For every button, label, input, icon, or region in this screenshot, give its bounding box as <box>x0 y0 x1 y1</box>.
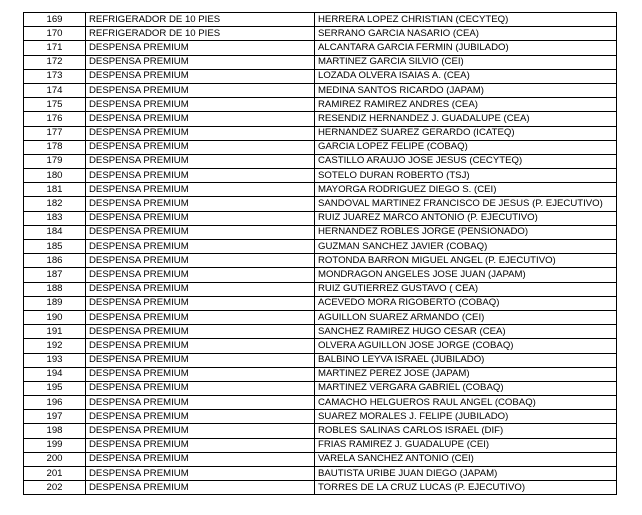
prize-cell: DESPENSA PREMIUM <box>86 112 315 126</box>
table-row <box>24 225 617 239</box>
prize-cell: DESPENSA PREMIUM <box>86 55 315 69</box>
row-number: 170 <box>24 27 86 41</box>
table-row <box>24 69 617 83</box>
winner-cell: ROBLES SALINAS CARLOS ISRAEL (DIF) <box>315 424 617 438</box>
prize-cell: REFRIGERADOR DE 10 PIES <box>86 27 315 41</box>
row-number: 200 <box>24 452 86 466</box>
prize-cell: DESPENSA PREMIUM <box>86 69 315 83</box>
table-row <box>24 339 617 353</box>
row-number: 183 <box>24 211 86 225</box>
prize-cell: DESPENSA PREMIUM <box>86 154 315 168</box>
row-number: 192 <box>24 339 86 353</box>
winner-cell: HERNANDEZ SUAREZ GERARDO (ICATEQ) <box>315 126 617 140</box>
table-row <box>24 154 617 168</box>
prize-cell: DESPENSA PREMIUM <box>86 424 315 438</box>
table-row <box>24 481 617 495</box>
row-number: 171 <box>24 41 86 55</box>
table-row <box>24 112 617 126</box>
winner-cell: MAYORGA RODRIGUEZ DIEGO S. (CEI) <box>315 183 617 197</box>
winner-cell: CASTILLO ARAUJO JOSE JESUS (CECYTEQ) <box>315 154 617 168</box>
prize-cell: DESPENSA PREMIUM <box>86 183 315 197</box>
row-number: 188 <box>24 282 86 296</box>
table-row <box>24 396 617 410</box>
winner-cell: MEDINA SANTOS RICARDO (JAPAM) <box>315 83 617 97</box>
winner-cell: BALBINO LEYVA ISRAEL (JUBILADO) <box>315 353 617 367</box>
prize-cell: DESPENSA PREMIUM <box>86 197 315 211</box>
row-number: 187 <box>24 268 86 282</box>
prize-cell: DESPENSA PREMIUM <box>86 438 315 452</box>
prize-cell: DESPENSA PREMIUM <box>86 410 315 424</box>
table-row <box>24 282 617 296</box>
winner-cell: OLVERA AGUILLON JOSE JORGE (COBAQ) <box>315 339 617 353</box>
table-row <box>24 126 617 140</box>
row-number: 176 <box>24 112 86 126</box>
table-row <box>24 296 617 310</box>
winner-cell: SERRANO GARCIA NASARIO (CEA) <box>315 27 617 41</box>
row-number: 199 <box>24 438 86 452</box>
winner-cell: LOZADA OLVERA ISAIAS A. (CEA) <box>315 69 617 83</box>
prize-cell: DESPENSA PREMIUM <box>86 225 315 239</box>
prize-cell: DESPENSA PREMIUM <box>86 481 315 495</box>
winner-cell: AGUILLON SUAREZ ARMANDO (CEI) <box>315 310 617 324</box>
table-row <box>24 140 617 154</box>
prize-cell: DESPENSA PREMIUM <box>86 169 315 183</box>
table-row <box>24 254 617 268</box>
table-row <box>24 467 617 481</box>
winner-cell: MONDRAGON ANGELES JOSE JUAN (JAPAM) <box>315 268 617 282</box>
table-row <box>24 197 617 211</box>
winner-cell: ROTONDA BARRON MIGUEL ANGEL (P. EJECUTIVO) <box>315 254 617 268</box>
table-row <box>24 353 617 367</box>
winner-cell: BAUTISTA URIBE JUAN DIEGO (JAPAM) <box>315 467 617 481</box>
table-row <box>24 410 617 424</box>
prize-cell: DESPENSA PREMIUM <box>86 367 315 381</box>
table-row <box>24 41 617 55</box>
winner-cell: SANCHEZ RAMIREZ HUGO CESAR (CEA) <box>315 325 617 339</box>
table-row <box>24 183 617 197</box>
row-number: 191 <box>24 325 86 339</box>
row-number: 175 <box>24 98 86 112</box>
row-number: 196 <box>24 396 86 410</box>
prize-cell: DESPENSA PREMIUM <box>86 310 315 324</box>
table-row <box>24 438 617 452</box>
winner-cell: VARELA SANCHEZ ANTONIO (CEI) <box>315 452 617 466</box>
prize-cell: DESPENSA PREMIUM <box>86 140 315 154</box>
table-row <box>24 381 617 395</box>
prize-cell: REFRIGERADOR DE 10 PIES <box>86 13 315 27</box>
table-row <box>24 27 617 41</box>
table-row <box>24 268 617 282</box>
table-row <box>24 325 617 339</box>
row-number: 198 <box>24 424 86 438</box>
row-number: 190 <box>24 310 86 324</box>
row-number: 194 <box>24 367 86 381</box>
prize-cell: DESPENSA PREMIUM <box>86 268 315 282</box>
row-number: 179 <box>24 154 86 168</box>
prize-cell: DESPENSA PREMIUM <box>86 41 315 55</box>
row-number: 180 <box>24 169 86 183</box>
row-number: 186 <box>24 254 86 268</box>
row-number: 178 <box>24 140 86 154</box>
winners-table <box>23 12 617 495</box>
winner-cell: HERNANDEZ ROBLES JORGE (PENSIONADO) <box>315 225 617 239</box>
winner-cell: HERRERA LOPEZ CHRISTIAN (CECYTEQ) <box>315 13 617 27</box>
winner-cell: SUAREZ MORALES J. FELIPE (JUBILADO) <box>315 410 617 424</box>
winner-cell: ACEVEDO MORA RIGOBERTO (COBAQ) <box>315 296 617 310</box>
prize-cell: DESPENSA PREMIUM <box>86 325 315 339</box>
row-number: 185 <box>24 240 86 254</box>
table-row <box>24 83 617 97</box>
prize-cell: DESPENSA PREMIUM <box>86 240 315 254</box>
winners-table-body <box>24 13 617 495</box>
prize-cell: DESPENSA PREMIUM <box>86 339 315 353</box>
row-number: 195 <box>24 381 86 395</box>
table-row <box>24 55 617 69</box>
row-number: 181 <box>24 183 86 197</box>
prize-cell: DESPENSA PREMIUM <box>86 296 315 310</box>
row-number: 169 <box>24 13 86 27</box>
table-row <box>24 452 617 466</box>
prize-cell: DESPENSA PREMIUM <box>86 452 315 466</box>
row-number: 172 <box>24 55 86 69</box>
table-row <box>24 211 617 225</box>
prize-cell: DESPENSA PREMIUM <box>86 282 315 296</box>
row-number: 173 <box>24 69 86 83</box>
row-number: 201 <box>24 467 86 481</box>
winner-cell: SOTELO DURAN ROBERTO (TSJ) <box>315 169 617 183</box>
prize-cell: DESPENSA PREMIUM <box>86 126 315 140</box>
winner-cell: CAMACHO HELGUEROS RAUL ANGEL (COBAQ) <box>315 396 617 410</box>
table-row <box>24 98 617 112</box>
winner-cell: ALCANTARA GARCIA FERMIN (JUBILADO) <box>315 41 617 55</box>
winner-cell: FRIAS RAMIREZ J. GUADALUPE (CEI) <box>315 438 617 452</box>
prize-cell: DESPENSA PREMIUM <box>86 83 315 97</box>
prize-cell: DESPENSA PREMIUM <box>86 353 315 367</box>
prize-cell: DESPENSA PREMIUM <box>86 467 315 481</box>
winner-cell: RUIZ GUTIERREZ GUSTAVO ( CEA) <box>315 282 617 296</box>
table-row <box>24 240 617 254</box>
row-number: 174 <box>24 83 86 97</box>
table-row <box>24 13 617 27</box>
prize-cell: DESPENSA PREMIUM <box>86 396 315 410</box>
row-number: 193 <box>24 353 86 367</box>
winner-cell: RUIZ JUAREZ MARCO ANTONIO (P. EJECUTIVO) <box>315 211 617 225</box>
row-number: 184 <box>24 225 86 239</box>
row-number: 202 <box>24 481 86 495</box>
row-number: 182 <box>24 197 86 211</box>
table-row <box>24 169 617 183</box>
row-number: 177 <box>24 126 86 140</box>
prize-cell: DESPENSA PREMIUM <box>86 98 315 112</box>
prize-cell: DESPENSA PREMIUM <box>86 381 315 395</box>
row-number: 197 <box>24 410 86 424</box>
winner-cell: MARTINEZ PEREZ JOSE (JAPAM) <box>315 367 617 381</box>
winner-cell: RAMIREZ RAMIREZ ANDRES (CEA) <box>315 98 617 112</box>
winner-cell: GARCIA LOPEZ FELIPE (COBAQ) <box>315 140 617 154</box>
winner-cell: TORRES DE LA CRUZ LUCAS (P. EJECUTIVO) <box>315 481 617 495</box>
winner-cell: MARTINEZ VERGARA GABRIEL (COBAQ) <box>315 381 617 395</box>
table-row <box>24 424 617 438</box>
prize-cell: DESPENSA PREMIUM <box>86 211 315 225</box>
winner-cell: MARTINEZ GARCIA SILVIO (CEI) <box>315 55 617 69</box>
table-row <box>24 310 617 324</box>
winner-cell: RESENDIZ HERNANDEZ J. GUADALUPE (CEA) <box>315 112 617 126</box>
prize-cell: DESPENSA PREMIUM <box>86 254 315 268</box>
table-row <box>24 367 617 381</box>
winner-cell: SANDOVAL MARTINEZ FRANCISCO DE JESUS (P. EJECUTIVO) <box>315 197 617 211</box>
row-number: 189 <box>24 296 86 310</box>
winner-cell: GUZMAN SANCHEZ JAVIER (COBAQ) <box>315 240 617 254</box>
